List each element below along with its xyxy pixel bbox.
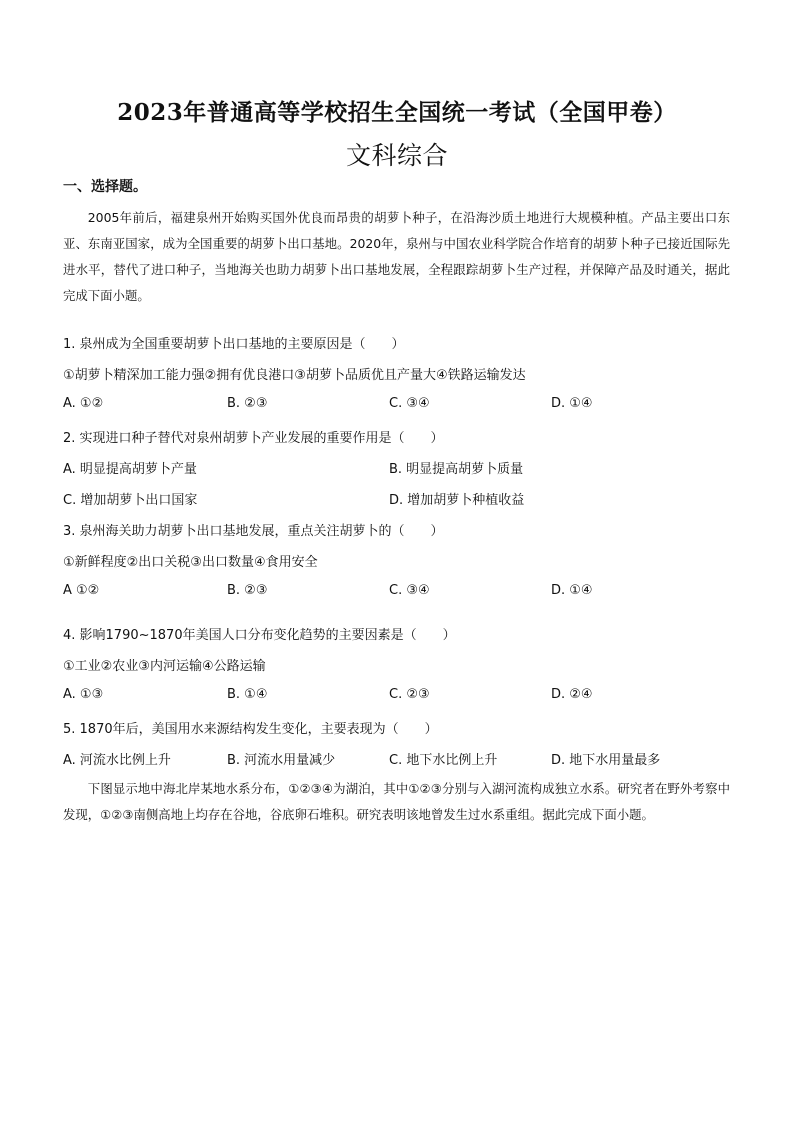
passage-water-system: 下图显示地中海北岸某地水系分布，①②③④为湖泊，其中①②③分别与入湖河流构成独立水系。研究者在野外考察中发现，①②③南侧高地上均存在谷地，谷底卵石堆积。研究表明该地曾发生过水系重组。据此完成下面小题。 xyxy=(63,781,730,822)
question-4-option-a: A. ①③ xyxy=(63,687,104,702)
question-5-option-c: C. 地下水比例上升 xyxy=(389,753,498,768)
question-1-items: ①胡萝卜精深加工能力强②拥有优良港口③胡萝卜品质优且产量大④铁路运输发达 xyxy=(63,368,526,383)
question-1-option-d: D. ①④ xyxy=(551,396,593,411)
question-2-stem: 2. 实现进口种子替代对泉州胡萝卜产业发展的重要作用是（ ） xyxy=(63,431,444,446)
question-4-option-b: B. ①④ xyxy=(227,687,268,702)
page-subtitle: 文科综合 xyxy=(345,141,448,170)
page-title: 2023年普通高等学校招生全国统一考试（全国甲卷） xyxy=(117,99,677,126)
question-2-option-a: A. 明显提高胡萝卜产量 xyxy=(63,462,197,477)
question-2-option-d: D. 增加胡萝卜种植收益 xyxy=(389,493,525,508)
section-heading: 一、选择题。 xyxy=(63,179,147,195)
question-3-option-d: D. ①④ xyxy=(551,583,593,598)
question-3-option-a: A ①② xyxy=(63,583,100,598)
question-5-option-d: D. 地下水用量最多 xyxy=(551,753,661,768)
question-1-stem: 1. 泉州成为全国重要胡萝卜出口基地的主要原因是（ ） xyxy=(63,337,405,352)
question-1-option-c: C. ③④ xyxy=(389,396,430,411)
question-3-items: ①新鲜程度②出口关税③出口数量④食用安全 xyxy=(63,555,318,570)
passage-carrot: 2005年前后，福建泉州开始购买国外优良而昂贵的胡萝卜种子，在沿海沙质土地进行大规模种植。产品主要出口东亚、东南亚国家，成为全国重要的胡萝卜出口基地。2020年，泉州与中国农业科学院合作培育的胡萝卜种子已接近国际先进水平，替代了进口种子，当地海关也助力胡萝卜出口基地发展，全程跟踪胡萝卜生产过程，并保障产品及时通关，据此完成下面小题。 xyxy=(63,210,730,303)
question-4-option-c: C. ②③ xyxy=(389,687,430,702)
question-4-option-d: D. ②④ xyxy=(551,687,593,702)
question-5-option-a: A. 河流水比例上升 xyxy=(63,753,171,768)
question-5-stem: 5. 1870年后，美国用水来源结构发生变化，主要表现为（ ） xyxy=(63,722,438,737)
question-3-option-c: C. ③④ xyxy=(389,583,430,598)
question-5-option-b: B. 河流水用量减少 xyxy=(227,753,336,768)
question-1-option-b: B. ②③ xyxy=(227,396,268,411)
question-3-stem: 3. 泉州海关助力胡萝卜出口基地发展，重点关注胡萝卜的（ ） xyxy=(63,524,444,539)
question-2-option-c: C. 增加胡萝卜出口国家 xyxy=(63,493,198,508)
question-4-stem: 4. 影响1790~1870年美国人口分布变化趋势的主要因素是（ ） xyxy=(63,628,456,643)
question-3-option-b: B. ②③ xyxy=(227,583,268,598)
question-1-option-a: A. ①② xyxy=(63,396,104,411)
question-2-option-b: B. 明显提高胡萝卜质量 xyxy=(389,462,524,477)
question-4-items: ①工业②农业③内河运输④公路运输 xyxy=(63,659,266,674)
